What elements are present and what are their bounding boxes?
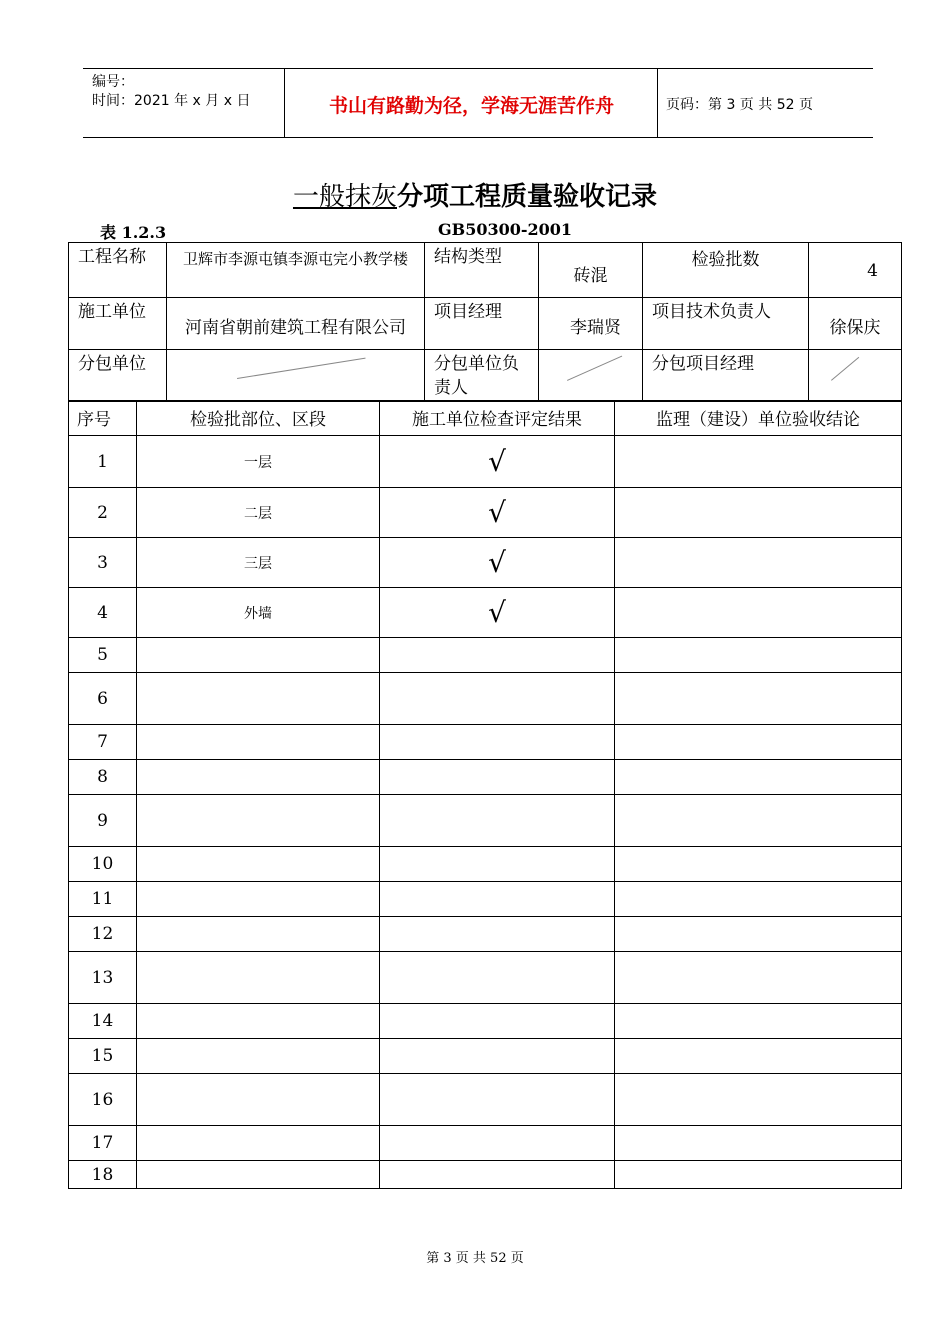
row-number xyxy=(69,638,137,673)
time-label: 时间：2021 年 x 月 x 日 xyxy=(92,93,251,109)
row-number xyxy=(69,488,137,538)
row-number-text: 16 xyxy=(91,1089,114,1110)
page-title xyxy=(0,176,950,213)
serial-label: 编号： xyxy=(92,74,134,90)
row-number-text: 6 xyxy=(97,688,108,709)
sub-pm-cell xyxy=(809,350,902,402)
row-section xyxy=(137,1039,380,1074)
table-number: 表 1.2.3 xyxy=(100,223,167,242)
row-result xyxy=(380,588,615,638)
row-number-text: 2 xyxy=(97,502,108,523)
tech-lead-label-cell: 项目技术负责人 xyxy=(643,298,809,350)
title-main: 分项工程质量验收记录 xyxy=(397,182,658,212)
row-number xyxy=(69,1074,137,1126)
structure-cell xyxy=(539,243,643,298)
row-number xyxy=(69,436,137,488)
table-row xyxy=(69,952,902,1004)
row-number xyxy=(69,952,137,1004)
row-number-text: 13 xyxy=(91,967,114,988)
row-section xyxy=(137,673,380,725)
row-number xyxy=(69,1126,137,1161)
batch-count-label: 检验批数 xyxy=(691,250,760,270)
row-section-text: 三层 xyxy=(244,555,272,572)
row-conclusion xyxy=(615,1004,902,1039)
header-page-number: 页码：第 3 页 共 52 页 xyxy=(666,97,813,113)
table-row xyxy=(69,588,902,638)
tech-lead-cell xyxy=(809,298,902,350)
row-result xyxy=(380,1074,615,1126)
standard-number: GB50300-2001 xyxy=(438,220,573,239)
table-row xyxy=(69,725,902,760)
table-row xyxy=(69,760,902,795)
header-motto: 书山有路勤为径，学海无涯苦作舟 xyxy=(328,95,614,117)
row-number-text: 18 xyxy=(91,1164,114,1185)
row-section xyxy=(137,588,380,638)
row-number xyxy=(69,882,137,917)
project-info-table xyxy=(68,242,902,402)
table-row xyxy=(69,538,902,588)
inspection-batch-table xyxy=(68,400,902,1189)
row-result xyxy=(380,1126,615,1161)
check-mark-icon: √ xyxy=(488,444,506,478)
row-result xyxy=(380,638,615,673)
table-row xyxy=(69,1161,902,1189)
row-conclusion xyxy=(615,725,902,760)
table-row xyxy=(69,882,902,917)
row-result xyxy=(380,488,615,538)
row-conclusion xyxy=(615,1161,902,1189)
row-result xyxy=(380,760,615,795)
row-section xyxy=(137,488,380,538)
row-section xyxy=(137,1004,380,1039)
row-section-text: 外墙 xyxy=(244,605,272,622)
table-row xyxy=(69,1126,902,1161)
row-conclusion xyxy=(615,1126,902,1161)
batch-count-cell xyxy=(809,243,902,298)
row-result xyxy=(380,538,615,588)
empty-slash xyxy=(237,358,366,379)
row-section xyxy=(137,952,380,1004)
row-conclusion xyxy=(615,588,902,638)
table-row xyxy=(69,795,902,847)
row-number xyxy=(69,917,137,952)
title-work-type: 一般抹灰 xyxy=(292,182,397,212)
check-mark-icon: √ xyxy=(488,495,506,529)
table-row xyxy=(69,1074,902,1126)
project-name: 卫辉市李源屯镇李源屯完小教学楼 xyxy=(182,250,408,268)
table-row xyxy=(69,1039,902,1074)
row-number xyxy=(69,538,137,588)
project-name-label-cell: 工程名称 xyxy=(69,243,167,298)
row-conclusion xyxy=(615,795,902,847)
structure-label-cell: 结构类型 xyxy=(425,243,539,298)
sub-pm-label-cell: 分包项目经理 xyxy=(643,350,809,402)
row-number-text: 10 xyxy=(91,854,114,874)
sub-lead-cell xyxy=(539,350,643,402)
col-header-result: 施工单位检查评定结果 xyxy=(380,401,615,436)
row-section xyxy=(137,760,380,795)
row-number xyxy=(69,1004,137,1039)
row-number xyxy=(69,795,137,847)
table-row xyxy=(69,917,902,952)
row-number-text: 4 xyxy=(97,602,108,623)
row-section xyxy=(137,882,380,917)
row-number-text: 8 xyxy=(97,767,108,787)
row-conclusion xyxy=(615,917,902,952)
col-header-section: 检验批部位、区段 xyxy=(137,401,380,436)
pm-cell xyxy=(539,298,643,350)
batch-count: 4 xyxy=(867,261,878,281)
row-conclusion xyxy=(615,673,902,725)
check-mark-icon: √ xyxy=(488,545,506,579)
row-section xyxy=(137,725,380,760)
check-mark-icon: √ xyxy=(488,595,506,629)
row-result xyxy=(380,673,615,725)
row-conclusion xyxy=(615,488,902,538)
row-number-text: 3 xyxy=(97,552,108,573)
contractor-label-cell: 施工单位 xyxy=(69,298,167,350)
row-conclusion xyxy=(615,882,902,917)
header-meta xyxy=(92,73,250,111)
row-section xyxy=(137,795,380,847)
empty-slash xyxy=(831,357,859,381)
contractor-cell xyxy=(167,298,425,350)
row-conclusion xyxy=(615,436,902,488)
table-header-row xyxy=(69,401,902,436)
row-number xyxy=(69,673,137,725)
empty-slash xyxy=(567,356,622,381)
sub-lead-label-cell: 分包单位负责人 xyxy=(425,350,539,402)
page-footer: 第 3 页 共 52 页 xyxy=(426,1251,524,1266)
row-number-text: 9 xyxy=(97,810,108,831)
row-section xyxy=(137,538,380,588)
page-header xyxy=(83,68,873,138)
row-result xyxy=(380,795,615,847)
project-name-cell xyxy=(167,243,425,298)
row-number-text: 5 xyxy=(97,645,108,665)
table-row xyxy=(69,673,902,725)
row-section xyxy=(137,847,380,882)
row-number-text: 1 xyxy=(97,451,108,472)
row-number-text: 17 xyxy=(91,1133,114,1153)
row-section xyxy=(137,1074,380,1126)
row-number xyxy=(69,1039,137,1074)
row-number-text: 14 xyxy=(91,1011,114,1031)
structure-type: 砖混 xyxy=(573,266,608,286)
row-section-text: 一层 xyxy=(244,454,272,471)
row-conclusion xyxy=(615,760,902,795)
row-conclusion xyxy=(615,847,902,882)
row-conclusion xyxy=(615,1039,902,1074)
row-result xyxy=(380,436,615,488)
subcontractor-label-cell: 分包单位 xyxy=(69,350,167,402)
row-section-text: 二层 xyxy=(244,505,272,522)
col-header-no: 序号 xyxy=(69,401,137,436)
project-manager: 李瑞贤 xyxy=(570,318,621,338)
row-number-text: 7 xyxy=(97,732,108,752)
table-row xyxy=(69,488,902,538)
table-row xyxy=(69,847,902,882)
contractor-name: 河南省朝前建筑工程有限公司 xyxy=(185,318,406,338)
col-header-conclusion: 监理（建设）单位验收结论 xyxy=(615,401,902,436)
row-result xyxy=(380,917,615,952)
row-conclusion xyxy=(615,638,902,673)
pm-label-cell: 项目经理 xyxy=(425,298,539,350)
row-result xyxy=(380,1004,615,1039)
row-number xyxy=(69,847,137,882)
row-number xyxy=(69,588,137,638)
tech-lead: 徐保庆 xyxy=(829,318,881,338)
row-number xyxy=(69,1161,137,1189)
row-conclusion xyxy=(615,538,902,588)
row-section xyxy=(137,1161,380,1189)
row-result xyxy=(380,847,615,882)
table-row xyxy=(69,638,902,673)
row-section xyxy=(137,917,380,952)
header-divider xyxy=(657,69,658,137)
row-number xyxy=(69,725,137,760)
batch-count-label-cell xyxy=(643,243,809,298)
row-section xyxy=(137,638,380,673)
row-conclusion xyxy=(615,1074,902,1126)
subcontractor-cell xyxy=(167,350,425,402)
row-section xyxy=(137,436,380,488)
row-number xyxy=(69,760,137,795)
table-row xyxy=(69,436,902,488)
row-result xyxy=(380,952,615,1004)
row-result xyxy=(380,725,615,760)
row-result xyxy=(380,1161,615,1189)
row-conclusion xyxy=(615,952,902,1004)
row-number-text: 11 xyxy=(91,889,114,909)
row-result xyxy=(380,1039,615,1074)
row-number-text: 12 xyxy=(91,924,114,944)
row-section xyxy=(137,1126,380,1161)
row-number-text: 15 xyxy=(91,1046,114,1066)
row-result xyxy=(380,882,615,917)
table-row xyxy=(69,1004,902,1039)
